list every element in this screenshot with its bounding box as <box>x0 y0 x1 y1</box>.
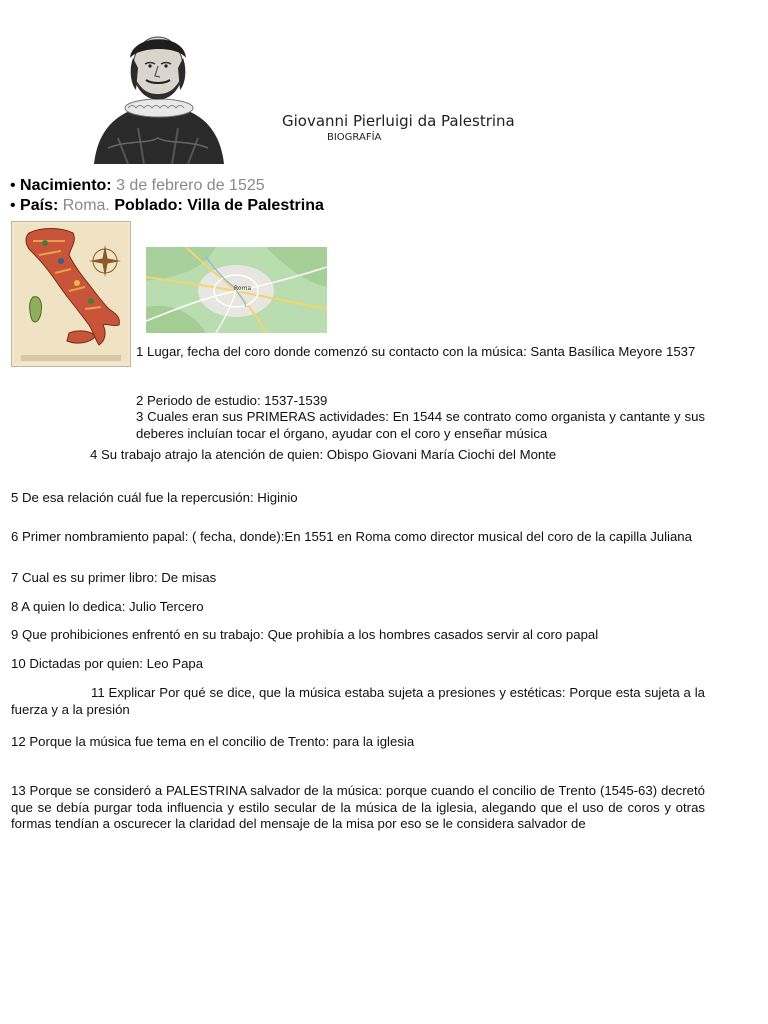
item-12: 12 Porque la música fue tema en el concilio de Trento: para la iglesia <box>11 734 415 749</box>
item-2: 2 Periodo de estudio: 1537-1539 <box>136 393 328 408</box>
country-label: País: <box>20 197 59 214</box>
item-13: 13 Porque se consideró a PALESTRINA salvador de la música: porque cuando el concilio de Trento (1545-63) decretó que se debía purgar toda influencia y estilo secular de la música de la iglesia, alegando que el uso de coros y otras formas tendían a oscurecer la claridad del mensaje de la misa por eso se le considera salvador de <box>11 783 705 831</box>
item-1: 1 Lugar, fecha del coro donde comenzó su contacto con la música: Santa Basílica Meyore 1537 <box>136 344 696 359</box>
town-label: Poblado: <box>114 197 183 214</box>
item-4: 4 Su trabajo atrajo la atención de quien: Obispo Giovani María Ciochi del Monte <box>90 447 557 462</box>
country-line: • País: Roma. Poblado: Villa de Palestrina <box>10 197 324 214</box>
roma-map-image <box>146 247 327 333</box>
country-value: Roma. <box>62 197 110 214</box>
item-10: 10 Dictadas por quien: Leo Papa <box>11 656 204 671</box>
portrait-image <box>88 28 228 164</box>
item-11: 11 Explicar Por qué se dice, que la música estaba sujeta a presiones y estéticas: Porque esta sujeta a la fuerza y a la presión <box>11 685 705 717</box>
item-8: 8 A quien lo dedica: Julio Tercero <box>11 599 204 614</box>
birth-label: Nacimiento: <box>20 177 112 194</box>
roma-map-label: Roma <box>234 285 252 292</box>
document-subtitle: BIOGRAFÍA <box>327 132 382 143</box>
item-3: 3 Cuales eran sus PRIMERAS actividades: En 1544 se contrato como organista y cantante y sus deberes incluían tocar el órgano, ayudar con el coro y enseñar música <box>136 409 705 441</box>
item-9: 9 Que prohibiciones enfrentó en su trabajo: Que prohibía a los hombres casados servir al coro papal <box>11 627 599 642</box>
town-value: Villa de Palestrina <box>187 197 324 214</box>
item-7: 7 Cual es su primer libro: De misas <box>11 570 217 585</box>
item-5: 5 De esa relación cuál fue la repercusión: Higinio <box>11 490 298 505</box>
birth-value: 3 de febrero de 1525 <box>116 177 265 194</box>
document-title: Giovanni Pierluigi da Palestrina <box>282 112 515 130</box>
birth-line: • Nacimiento: 3 de febrero de 1525 <box>10 177 265 194</box>
italy-map-image <box>11 221 131 367</box>
item-6: 6 Primer nombramiento papal: ( fecha, donde):En 1551 en Roma como director musical del coro de la capilla Juliana <box>11 529 692 544</box>
